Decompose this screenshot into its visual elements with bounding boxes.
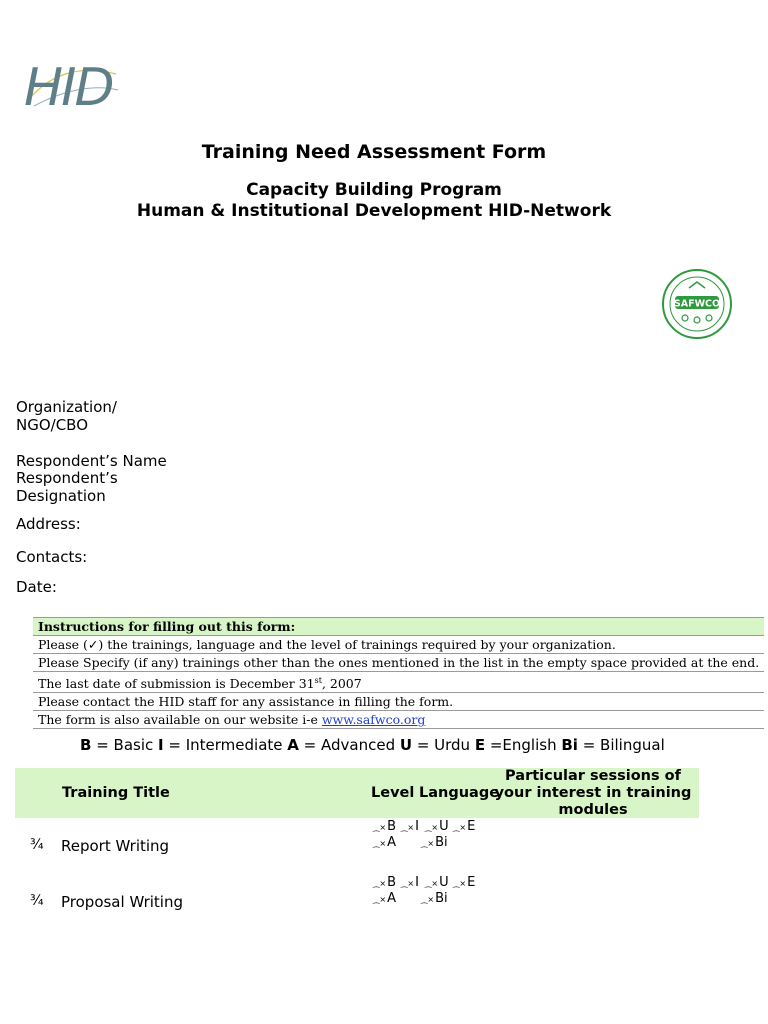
option-label: A: [387, 835, 397, 850]
option-label: E: [467, 819, 476, 834]
option-basic-checkbox[interactable]: [373, 875, 396, 892]
respondent-designation-label: [16, 469, 118, 505]
option-label: I: [415, 819, 419, 834]
option-advanced-checkbox[interactable]: [373, 891, 396, 908]
address-label: Address:: [16, 515, 81, 533]
legend-key-bilingual: Bi: [561, 736, 578, 754]
seal-name: SAFWCO: [673, 298, 721, 310]
instruction-row: [33, 672, 764, 693]
website-link[interactable]: www.safwco.org: [321, 712, 426, 728]
option-english-checkbox[interactable]: [453, 875, 475, 892]
training-title: Report Writing: [61, 837, 170, 855]
option-bilingual-checkbox[interactable]: [421, 835, 448, 852]
checkbox-icon: ⁔×: [421, 895, 435, 904]
organization-label: [16, 398, 117, 434]
checkbox-icon: ⁔×: [373, 895, 387, 904]
respondent-designation-label-line1: Respondent’s: [16, 469, 118, 487]
checkbox-icon: ⁔×: [453, 823, 467, 832]
instruction-row: [33, 654, 764, 672]
instructions-heading-row: [33, 618, 764, 636]
checkbox-icon: ⁔×: [401, 879, 415, 888]
option-advanced-checkbox[interactable]: [373, 835, 396, 852]
deadline-year: , 2007: [321, 676, 362, 692]
checkbox-icon: ⁔×: [373, 839, 387, 848]
sessions-header-line2: your interest in training: [494, 785, 692, 801]
program-title: Capacity Building Program: [246, 180, 502, 200]
sessions-header-line1: Particular sessions of: [505, 768, 681, 784]
contacts-label: Contacts:: [16, 548, 88, 566]
legend-key-basic: B: [80, 736, 92, 754]
row-bullet: ¾: [30, 837, 44, 853]
column-header-level: Level: [371, 785, 415, 801]
hid-logo-text: HID: [24, 58, 113, 118]
respondent-name-label: Respondent’s Name: [16, 452, 167, 470]
option-label: Bi: [435, 835, 448, 850]
network-title: Human & Institutional Development HID-Network: [136, 201, 612, 221]
legend-val-advanced: = Advanced: [298, 736, 400, 754]
option-urdu-checkbox[interactable]: [425, 819, 449, 836]
option-label: U: [439, 819, 449, 834]
hid-logo: [24, 60, 120, 116]
option-english-checkbox[interactable]: [453, 819, 475, 836]
checkbox-icon: ⁔×: [401, 823, 415, 832]
column-header-language: Language: [419, 785, 500, 801]
legend-key-english: E: [474, 736, 486, 754]
instruction-line-4: Please contact the HID staff for any assistance in filling the form.: [33, 693, 764, 711]
website-prefix: The form is also available on our website i-e: [38, 712, 322, 728]
instruction-line-1: Please (✓) the trainings, language and the level of trainings required by your organization.: [33, 636, 764, 654]
instruction-line-2: Please Specify (if any) trainings other than the ones mentioned in the list in the empty space provided at the end.: [33, 654, 764, 672]
checkbox-icon: ⁔×: [421, 839, 435, 848]
legend-val-basic: = Basic: [91, 736, 159, 754]
form-title: Training Need Assessment Form: [201, 141, 547, 163]
option-label: B: [387, 875, 397, 890]
checkbox-icon: ⁔×: [453, 879, 467, 888]
instruction-row: [33, 636, 764, 654]
legend-key-urdu: U: [399, 736, 413, 754]
legend-val-urdu: = Urdu: [412, 736, 475, 754]
option-label: U: [439, 875, 449, 890]
legend-val-intermediate: = Intermediate: [163, 736, 288, 754]
sessions-header-line3: modules: [558, 802, 628, 818]
organization-label-line2: NGO/CBO: [16, 416, 89, 434]
instruction-row: [33, 711, 764, 729]
deadline-text: The last date of submission is December 31: [38, 676, 315, 692]
level-language-legend: [80, 736, 665, 754]
option-label: Bi: [435, 891, 448, 906]
option-label: A: [387, 891, 397, 906]
safwco-seal-logo: [661, 268, 733, 340]
option-label: E: [467, 875, 476, 890]
date-label: Date:: [16, 578, 57, 596]
legend-key-advanced: A: [287, 736, 299, 754]
instruction-line-3: [33, 672, 764, 693]
deadline-sup: st: [314, 676, 322, 685]
training-table-header: [15, 768, 699, 818]
respondent-designation-label-line2: Designation: [16, 487, 106, 505]
option-basic-checkbox[interactable]: [373, 819, 396, 836]
checkbox-icon: ⁔×: [425, 879, 439, 888]
legend-key-intermediate: I: [158, 736, 164, 754]
instructions-table: [33, 617, 764, 729]
option-urdu-checkbox[interactable]: [425, 875, 449, 892]
option-label: B: [387, 819, 397, 834]
column-header-particular-sessions: [493, 768, 693, 819]
option-intermediate-checkbox[interactable]: [401, 875, 419, 892]
legend-val-english: =English: [485, 736, 562, 754]
checkbox-icon: ⁔×: [425, 823, 439, 832]
instruction-line-5: [33, 711, 764, 729]
checkbox-icon: ⁔×: [373, 879, 387, 888]
safwco-seal-icon: [661, 268, 733, 340]
instructions-heading: Instructions for filling out this form:: [33, 618, 764, 636]
option-bilingual-checkbox[interactable]: [421, 891, 448, 908]
instruction-row: [33, 693, 764, 711]
legend-val-bilingual: = Bilingual: [577, 736, 665, 754]
checkbox-icon: ⁔×: [373, 823, 387, 832]
row-bullet: ¾: [30, 893, 44, 909]
organization-label-line1: Organization/: [16, 398, 117, 416]
option-label: I: [415, 875, 419, 890]
column-header-training-title: Training Title: [62, 785, 170, 801]
option-intermediate-checkbox[interactable]: [401, 819, 419, 836]
training-title: Proposal Writing: [61, 893, 184, 911]
